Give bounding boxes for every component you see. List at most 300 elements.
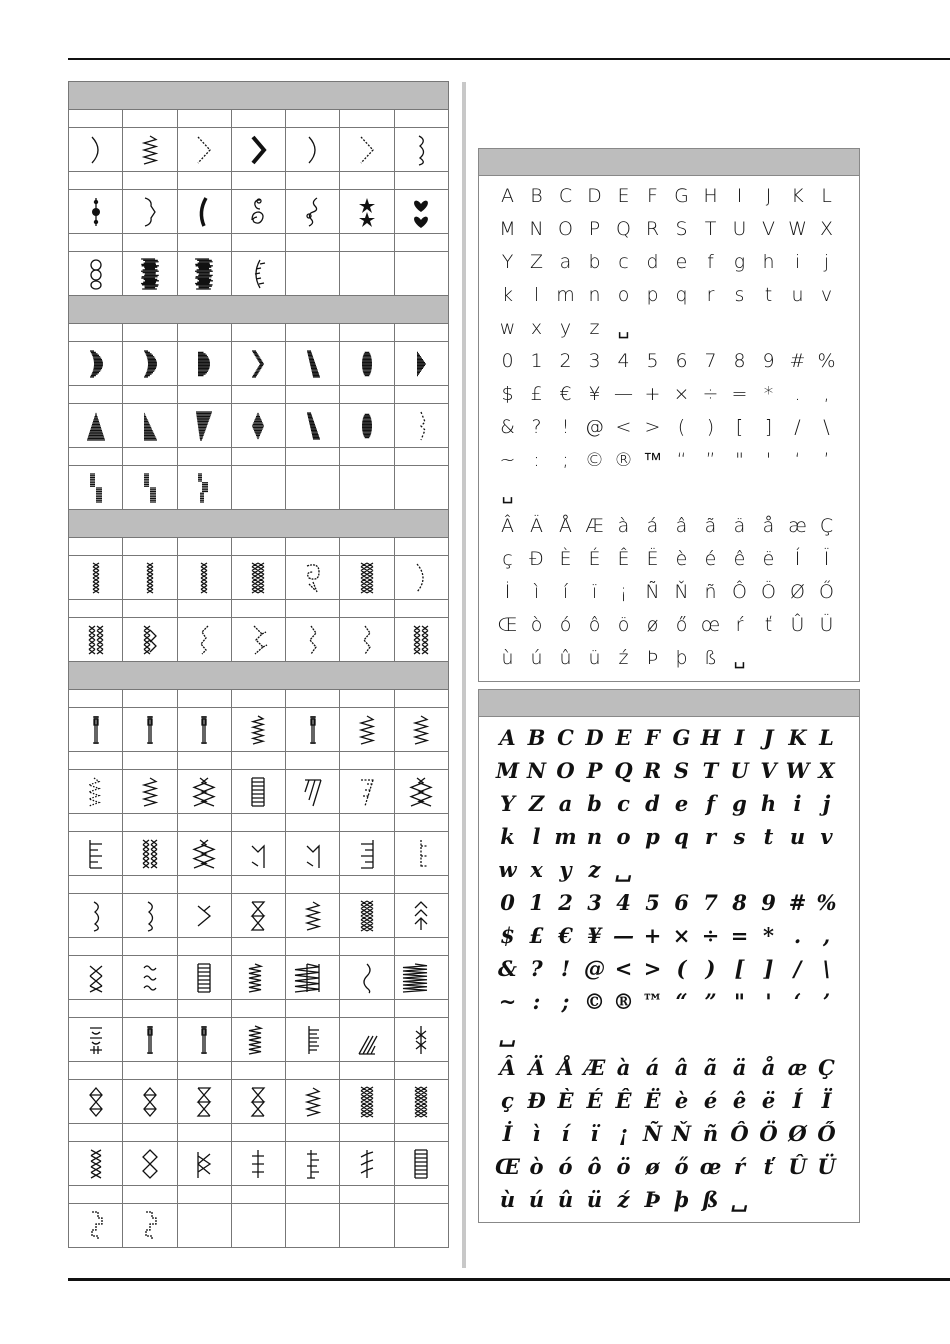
stitch-pattern-row bbox=[69, 128, 448, 172]
font-char: ß bbox=[704, 647, 717, 669]
stitch-pattern-row bbox=[69, 956, 448, 1000]
font-char: : bbox=[533, 449, 540, 471]
stitch-cell bbox=[178, 894, 232, 937]
font-char: ï bbox=[591, 581, 598, 603]
font-char: U bbox=[732, 218, 747, 240]
font-char: h bbox=[760, 791, 777, 816]
stitch-cell bbox=[69, 708, 123, 751]
font-char: H bbox=[703, 185, 718, 207]
font-char: r bbox=[706, 284, 715, 306]
font-char: " bbox=[734, 989, 745, 1014]
font-char: 2 bbox=[558, 890, 573, 915]
stitch-number-cell bbox=[69, 1000, 123, 1017]
font-char: Z bbox=[528, 791, 545, 816]
font-char: i bbox=[793, 791, 802, 816]
font-char: 6 bbox=[675, 350, 688, 372]
font-char: h bbox=[762, 251, 775, 273]
font-char: & bbox=[500, 416, 515, 438]
font-char: k bbox=[500, 824, 515, 849]
stitch-pattern-row bbox=[69, 556, 448, 600]
font-char: ¥ bbox=[588, 383, 601, 405]
stitch-number-cell bbox=[123, 324, 177, 341]
stitch-cell bbox=[340, 1142, 394, 1185]
font-char: ø bbox=[646, 614, 659, 636]
font-char: Ç bbox=[819, 515, 834, 537]
stitch-number-cell bbox=[69, 752, 123, 769]
stitch-number-cell bbox=[395, 234, 448, 251]
empty-stitch-cell bbox=[232, 466, 286, 509]
font-char: 4 bbox=[617, 350, 630, 372]
stitch-number-cell bbox=[232, 172, 286, 189]
stitch-number-row bbox=[69, 752, 448, 770]
font-char: × bbox=[672, 923, 691, 948]
font-char: 0 bbox=[500, 890, 515, 915]
font-char: p bbox=[645, 824, 660, 849]
stitch-number-row bbox=[69, 538, 448, 556]
stitch-number-cell bbox=[178, 600, 232, 617]
zigzag-icon bbox=[293, 896, 333, 936]
stitch-number-cell bbox=[69, 876, 123, 893]
stitch-cell bbox=[123, 894, 177, 937]
font-char: è bbox=[674, 1088, 689, 1113]
stitch-cell bbox=[340, 832, 394, 875]
stitch-number-cell bbox=[123, 752, 177, 769]
cross-diamond-icon bbox=[76, 620, 116, 660]
font-char-row bbox=[493, 1150, 847, 1183]
font-char: K bbox=[788, 725, 807, 750]
stitch-number-cell bbox=[286, 752, 340, 769]
font-char: Í bbox=[794, 548, 801, 570]
font-char: ™ bbox=[643, 449, 662, 471]
font-char: P bbox=[588, 218, 601, 240]
font-char: D bbox=[587, 185, 602, 207]
stitch-cell bbox=[232, 556, 286, 599]
stitch-cell bbox=[340, 956, 394, 999]
stitch-cell bbox=[232, 770, 286, 813]
font-char: Ë bbox=[646, 548, 659, 570]
stitch-cell bbox=[69, 190, 123, 233]
step-zigzag-icon bbox=[76, 1206, 116, 1246]
stitch-number-cell bbox=[69, 814, 123, 831]
font-char: # bbox=[788, 890, 807, 915]
font-char: < bbox=[614, 956, 633, 981]
font-char: l bbox=[533, 284, 540, 306]
stitch-number-row bbox=[69, 1000, 448, 1018]
cross-arrow-icon bbox=[130, 620, 170, 660]
stitch-number-cell bbox=[178, 172, 232, 189]
stitch-number-cell bbox=[123, 1186, 177, 1203]
stitch-pattern-row bbox=[69, 832, 448, 876]
font-char: £ bbox=[529, 923, 544, 948]
font-char: Z bbox=[529, 251, 544, 273]
font-char: — bbox=[613, 923, 634, 948]
font-char-row bbox=[493, 820, 847, 853]
font-char-row bbox=[493, 345, 847, 378]
stitch-number-cell bbox=[286, 110, 340, 127]
stitch-number-cell bbox=[69, 1124, 123, 1141]
stitch-number-cell bbox=[69, 690, 123, 707]
font-char-row bbox=[493, 1117, 847, 1150]
font-char: œ bbox=[700, 614, 721, 636]
stitch-cell bbox=[232, 1018, 286, 1061]
font-char: ë bbox=[761, 1088, 776, 1113]
stitch-number-cell bbox=[123, 1062, 177, 1079]
font-char: K bbox=[791, 185, 804, 207]
lattice-icon bbox=[293, 958, 333, 998]
stitch-cell bbox=[395, 770, 448, 813]
font-char: C bbox=[557, 725, 574, 750]
font-char-row bbox=[493, 543, 847, 576]
font-char: J bbox=[765, 185, 772, 207]
stitch-cell bbox=[340, 770, 394, 813]
font-char: ® bbox=[614, 449, 633, 471]
stitch-cell bbox=[178, 618, 232, 661]
stitch-number-cell bbox=[286, 690, 340, 707]
empty-stitch-cell bbox=[395, 252, 448, 295]
arrow-up-icon bbox=[401, 896, 441, 936]
font-char-row bbox=[493, 1183, 847, 1216]
stitch-number-cell bbox=[232, 938, 286, 955]
cross-lattice-icon bbox=[401, 1082, 441, 1122]
font-char: F bbox=[645, 725, 660, 750]
font-char: ä bbox=[732, 1055, 747, 1080]
font-char: X bbox=[819, 218, 834, 240]
stitch-number-cell bbox=[395, 1000, 448, 1017]
stitch-cell bbox=[69, 618, 123, 661]
font-char: 8 bbox=[732, 890, 747, 915]
font-char: ù bbox=[499, 1187, 516, 1212]
font-char: È bbox=[557, 1088, 574, 1113]
stitch-cell bbox=[232, 190, 286, 233]
stitch-number-cell bbox=[178, 234, 232, 251]
stitch-number-row bbox=[69, 234, 448, 252]
font-char: ü bbox=[588, 647, 601, 669]
stitch-number-row bbox=[69, 876, 448, 894]
satin-crescent-icon bbox=[130, 344, 170, 384]
font-char: D bbox=[585, 725, 604, 750]
stitch-cell bbox=[69, 1142, 123, 1185]
footer-rule bbox=[68, 1278, 950, 1281]
font-char: M bbox=[499, 218, 516, 240]
font-char: e bbox=[674, 791, 689, 816]
font-char: 1 bbox=[530, 350, 543, 372]
stitch-cell bbox=[178, 128, 232, 171]
font-char: © bbox=[585, 449, 604, 471]
font-char: q bbox=[674, 824, 689, 849]
font-char: y bbox=[559, 317, 572, 339]
font-char: f bbox=[705, 791, 716, 816]
stitch-cell bbox=[286, 618, 340, 661]
font-char: o bbox=[617, 284, 630, 306]
chevron-right-icon bbox=[347, 130, 387, 170]
font-char: à bbox=[616, 1055, 631, 1080]
font-char: Ä bbox=[528, 1055, 545, 1080]
font-char: ť bbox=[764, 614, 773, 636]
font-char: ß bbox=[702, 1187, 719, 1212]
font-char: < bbox=[615, 416, 632, 438]
font-char: ä bbox=[733, 515, 746, 537]
font-char: X bbox=[818, 758, 835, 783]
stitch-cell bbox=[123, 252, 177, 295]
cross-bracket-icon bbox=[184, 620, 224, 660]
stitch-number-cell bbox=[69, 386, 123, 403]
font-char-row bbox=[493, 721, 847, 754]
stitch-cell bbox=[340, 1018, 394, 1061]
font-char: W bbox=[788, 218, 807, 240]
font-char: ô bbox=[587, 1154, 602, 1179]
stitch-pattern-row bbox=[69, 1080, 448, 1124]
stitch-cell bbox=[232, 404, 286, 447]
cross-zigzag-icon bbox=[347, 620, 387, 660]
stitch-cell bbox=[286, 956, 340, 999]
font-char: / bbox=[793, 956, 802, 981]
stitch-cell bbox=[69, 404, 123, 447]
stitch-number-cell bbox=[178, 110, 232, 127]
zigzag-bold-icon bbox=[238, 958, 278, 998]
stitch-number-cell bbox=[178, 324, 232, 341]
font-char: Ë bbox=[644, 1088, 661, 1113]
font-char-row bbox=[493, 246, 847, 279]
spiral-icon bbox=[238, 192, 278, 232]
stitch-number-cell bbox=[340, 814, 394, 831]
font-char: i bbox=[794, 251, 801, 273]
satin-triangle-icon bbox=[76, 406, 116, 446]
crescent-icon bbox=[293, 130, 333, 170]
stitch-number-cell bbox=[123, 814, 177, 831]
stitch-number-row bbox=[69, 1186, 448, 1204]
font-char: J bbox=[763, 725, 774, 750]
font-char: ť bbox=[763, 1154, 774, 1179]
font-char: á bbox=[645, 1055, 660, 1080]
font-char: ‘ bbox=[794, 449, 801, 471]
stitch-number-cell bbox=[178, 386, 232, 403]
zigzag-thin-icon bbox=[238, 710, 278, 750]
zigzag-icon bbox=[130, 772, 170, 812]
stitch-cell bbox=[395, 190, 448, 233]
font-char: ÷ bbox=[702, 383, 719, 405]
font-char: Ň bbox=[674, 581, 689, 603]
font-char: z bbox=[589, 317, 600, 339]
stitch-cell bbox=[178, 1018, 232, 1061]
font-char: a bbox=[559, 251, 572, 273]
stitch-number-cell bbox=[286, 386, 340, 403]
font-char: I bbox=[736, 185, 743, 207]
stitch-cell bbox=[232, 894, 286, 937]
font-char: ® bbox=[613, 989, 634, 1014]
stitch-number-cell bbox=[123, 538, 177, 555]
cross-motif-icon bbox=[293, 558, 333, 598]
scallop-icon bbox=[401, 130, 441, 170]
font-char: u bbox=[789, 824, 806, 849]
font-table-header bbox=[479, 690, 859, 717]
stitch-cell bbox=[340, 128, 394, 171]
stitch-cell bbox=[69, 252, 123, 295]
font-char: ? bbox=[531, 416, 542, 438]
stitch-cell bbox=[232, 252, 286, 295]
slant-ladder-icon bbox=[293, 772, 333, 812]
stitch-cell bbox=[123, 556, 177, 599]
stitch-cell bbox=[178, 190, 232, 233]
font-char: ” bbox=[705, 449, 716, 471]
font-char: \ bbox=[822, 956, 831, 981]
font-char: r bbox=[704, 824, 717, 849]
font-char: 9 bbox=[761, 890, 776, 915]
stitch-number-cell bbox=[178, 876, 232, 893]
font-char: © bbox=[584, 989, 605, 1014]
font-char: q bbox=[675, 284, 688, 306]
stitch-cell bbox=[69, 342, 123, 385]
stitch-number-row bbox=[69, 1124, 448, 1142]
cross-column-icon bbox=[76, 558, 116, 598]
font-char: Û bbox=[790, 614, 805, 636]
font-char: P bbox=[586, 758, 603, 783]
font-char: å bbox=[761, 1055, 776, 1080]
font-char: % bbox=[817, 350, 836, 372]
stitch-number-cell bbox=[178, 690, 232, 707]
stitch-number-cell bbox=[395, 752, 448, 769]
font-char: , bbox=[823, 383, 830, 405]
stitch-number-cell bbox=[178, 752, 232, 769]
font-char-row bbox=[493, 1084, 847, 1117]
font-char: Ő bbox=[817, 1121, 836, 1146]
stitch-cell bbox=[395, 618, 448, 661]
empty-stitch-cell bbox=[286, 466, 340, 509]
font-char: R bbox=[643, 758, 662, 783]
space-char: ␣ bbox=[733, 647, 746, 669]
satin-triangle-right-icon bbox=[401, 344, 441, 384]
stitch-cell bbox=[123, 404, 177, 447]
stitch-cell bbox=[286, 1018, 340, 1061]
font-char: V bbox=[762, 218, 775, 240]
satin-slant-icon bbox=[293, 406, 333, 446]
stitch-number-cell bbox=[395, 448, 448, 465]
font-char: [ bbox=[735, 416, 744, 438]
stitch-cell bbox=[123, 832, 177, 875]
stitch-number-cell bbox=[340, 876, 394, 893]
empty-stitch-cell bbox=[232, 1204, 286, 1247]
space-char: ␣ bbox=[617, 317, 630, 339]
font-char: ¡ bbox=[619, 581, 628, 603]
font-char: b bbox=[588, 251, 601, 273]
stitch-number-cell bbox=[340, 1000, 394, 1017]
font-char: Œ bbox=[495, 1154, 520, 1179]
font-char: Þ bbox=[644, 1187, 661, 1212]
stitch-cell bbox=[286, 556, 340, 599]
stitch-cell bbox=[395, 956, 448, 999]
stitch-pattern-row bbox=[69, 1018, 448, 1062]
stitch-cell bbox=[178, 770, 232, 813]
stitch-number-cell bbox=[286, 1062, 340, 1079]
font-char-row bbox=[493, 985, 847, 1018]
font-char: ¥ bbox=[587, 923, 602, 948]
empty-stitch-cell bbox=[395, 466, 448, 509]
font-char: 6 bbox=[674, 890, 689, 915]
font-char: ¡ bbox=[618, 1121, 629, 1146]
bowtie-icon bbox=[184, 1144, 224, 1184]
stitch-number-cell bbox=[123, 1124, 177, 1141]
font-char: “ bbox=[676, 449, 687, 471]
stitch-cell bbox=[69, 956, 123, 999]
stitch-cell bbox=[286, 770, 340, 813]
font-char: = bbox=[731, 383, 748, 405]
font-char: Â bbox=[499, 1055, 516, 1080]
font-char: / bbox=[794, 416, 801, 438]
font-char: Ö bbox=[759, 1121, 778, 1146]
font-char: ) bbox=[706, 416, 715, 438]
double-zigzag-icon bbox=[184, 834, 224, 874]
font-char-row bbox=[493, 510, 847, 543]
font-char: = bbox=[730, 923, 749, 948]
stitch-group-header bbox=[69, 296, 448, 324]
font-char-row bbox=[493, 1018, 847, 1051]
stitch-number-cell bbox=[340, 752, 394, 769]
font-char: 7 bbox=[704, 350, 717, 372]
stitch-cell bbox=[178, 404, 232, 447]
feather-icon bbox=[347, 1144, 387, 1184]
font-char: . bbox=[793, 923, 802, 948]
font-char: ó bbox=[559, 614, 572, 636]
font-char: & bbox=[498, 956, 517, 981]
zigzag-bold-icon bbox=[238, 1020, 278, 1060]
stitch-number-cell bbox=[69, 448, 123, 465]
font-char: Þ bbox=[646, 647, 659, 669]
stitch-number-cell bbox=[123, 172, 177, 189]
font-char: S bbox=[673, 758, 690, 783]
stitch-cell bbox=[286, 342, 340, 385]
stitch-cell bbox=[178, 832, 232, 875]
stitch-group-header bbox=[69, 510, 448, 538]
zigzag-wide-icon bbox=[184, 896, 224, 936]
font-char: : bbox=[532, 989, 541, 1014]
step-zigzag-icon bbox=[130, 1206, 170, 1246]
wave-icon bbox=[347, 958, 387, 998]
font-char-row bbox=[493, 787, 847, 820]
stitch-cell bbox=[69, 128, 123, 171]
font-char: b bbox=[587, 791, 602, 816]
font-char: $ bbox=[500, 923, 515, 948]
font-char-row bbox=[493, 609, 847, 642]
font-char: f bbox=[707, 251, 714, 273]
buttonhole-icon bbox=[293, 710, 333, 750]
cross-lattice-icon bbox=[347, 558, 387, 598]
font-char: c bbox=[617, 791, 630, 816]
font-char: é bbox=[704, 548, 717, 570]
ladder-right-icon bbox=[347, 834, 387, 874]
font-char-row bbox=[493, 754, 847, 787]
font-char: A bbox=[501, 185, 514, 207]
stitch-number-cell bbox=[395, 938, 448, 955]
stitch-number-cell bbox=[395, 172, 448, 189]
font-char: ) bbox=[705, 956, 716, 981]
font-char: 3 bbox=[587, 890, 602, 915]
font-char: É bbox=[588, 548, 601, 570]
scallop-icon bbox=[76, 896, 116, 936]
font-char-row bbox=[493, 477, 847, 510]
font-char: $ bbox=[501, 383, 514, 405]
stitch-number-cell bbox=[69, 1062, 123, 1079]
font-char: ' bbox=[765, 989, 772, 1014]
stitch-pattern-row bbox=[69, 1204, 448, 1247]
stitch-cell bbox=[123, 770, 177, 813]
font-char: ú bbox=[528, 1187, 545, 1212]
font-char: á bbox=[646, 515, 659, 537]
font-char: Ü bbox=[819, 614, 834, 636]
stitch-number-cell bbox=[340, 938, 394, 955]
font-char: Đ bbox=[527, 1088, 546, 1113]
font-char: ő bbox=[675, 614, 688, 636]
small-waves-icon bbox=[130, 958, 170, 998]
stitch-number-row bbox=[69, 814, 448, 832]
